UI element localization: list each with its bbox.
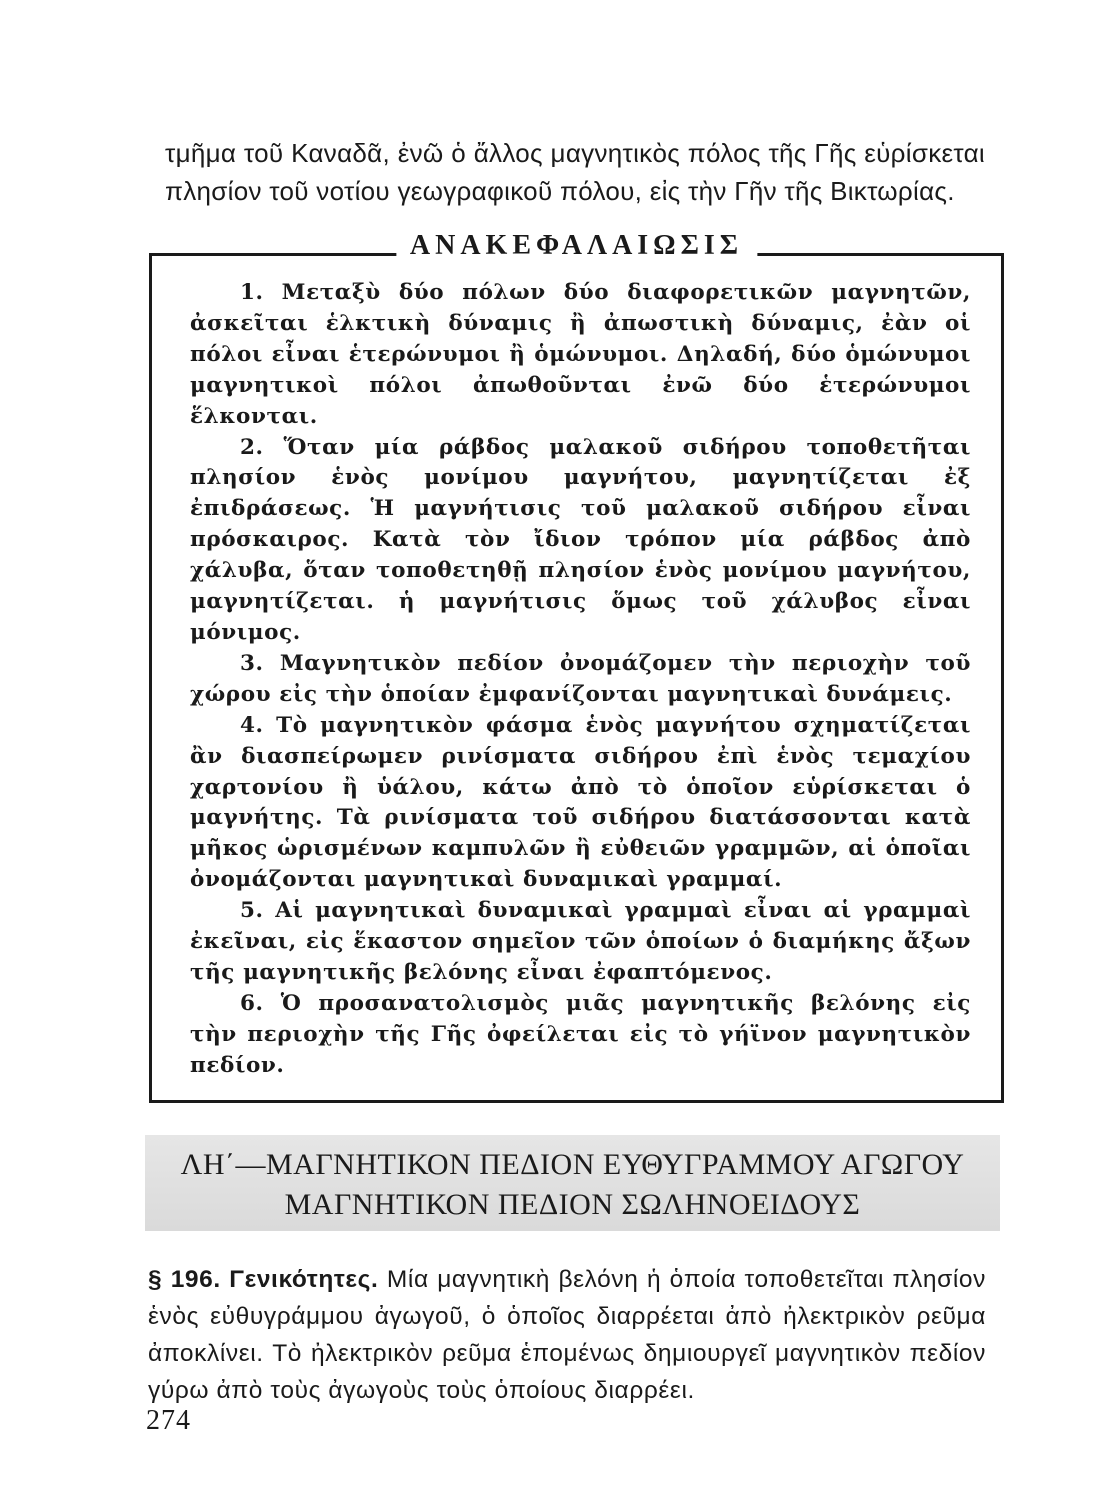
chapter-title-line-1: ΛΗ΄—ΜΑΓΝΗΤΙΚΟΝ ΠΕΔΙΟΝ ΕΥΘΥΓΡΑΜΜΟΥ ΑΓΩΓΟΥ — [180, 1148, 965, 1181]
summary-item-1 — [190, 278, 971, 433]
summary-item-text: Ὅταν μία ράβδος μαλακοῦ σιδήρου τοποθετῆται πλησίον ἑνὸς μονίμου μαγνήτου, μαγνητίζεται ἐξ ἐπιδράσεως. Ἡ μαγνήτισις τοῦ μαλακοῦ σιδήρου εἶναι πρόσκαιρος. Κατὰ τὸν ἴδιον τρόπον μία ράβδος ἀπὸ χάλυβα, ὅταν τοποθετηθῇ πλησίον ἑνὸς μονίμου μαγνήτου, μαγνητίζεται. ἡ μαγνήτισις ὅμως τοῦ χάλυβος εἶναι μόνιμος. — [190, 434, 971, 645]
chapter-title-line-2: ΜΑΓΝΗΤΙΚΟΝ ΠΕΔΙΟΝ ΣΩΛΗΝΟΕΙΔΟΥΣ — [284, 1188, 861, 1221]
summary-item-number: 4. — [240, 712, 264, 738]
summary-item-number: 6. — [240, 990, 264, 1016]
intro-paragraph: τμῆμα τοῦ Καναδᾶ, ἐνῶ ὁ ἄλλος μαγνητικὸς πόλος τῆς Γῆς εὑρίσκεται πλησίον τοῦ νοτίου γεωγραφικοῦ πόλου, εἰς τὴν Γῆν τῆς Βικτωρίας. — [165, 138, 985, 206]
summary-item-text: Τὸ μαγνητικὸν φάσμα ἑνὸς μαγνήτου σχηματίζεται ἂν διασπείρωμεν ρινίσματα σιδήρου ἐπὶ ἑνὸς τεμαχίου χαρτονίου ἢ ὑάλου, κάτω ἀπὸ τὸ ὁποῖον εὑρίσκεται ὁ μαγνήτης. Τὰ ρινίσματα τοῦ σιδήρου διατάσσονται κατὰ μῆκος ὡρισμένων καμπυλῶν ἢ εὐθειῶν γραμμῶν, αἱ ὁποῖαι ὀνομάζονται μαγνητικαὶ δυναμικαὶ γραμμαί. — [190, 712, 971, 893]
chapter-title — [145, 1145, 1000, 1225]
summary-item-2 — [190, 433, 971, 649]
summary-item-number: 1. — [240, 280, 264, 305]
section-body: Μία μαγνητικὴ βελόνη ἡ ὁποία τοποθετεῖται πλησίον ἑνὸς εὐθυγράμμου ἀγωγοῦ, ὁ ὁποῖος διαρρέεται ἀπὸ ἠλεκτρικὸν ρεῦμα ἀποκλίνει. Τὸ ἠλεκτρικὸν ρεῦμα ἑπομένως δημιουργεῖ μαγνητικὸν πεδίον γύρω ἀπὸ τοὺς ἀγωγοὺς τοὺς ὁποίους διαρρέει. — [148, 1265, 986, 1404]
summary-item-4 — [190, 711, 971, 896]
summary-box — [149, 230, 1004, 1103]
section-196 — [148, 1261, 986, 1409]
summary-item-6 — [190, 989, 971, 1082]
summary-item-text: Μαγνητικὸν πεδίον ὀνομάζομεν τὴν περιοχὴν τοῦ χώρου εἰς τὴν ὁποίαν ἐμφανίζονται μαγνητικαὶ δυνάμεις. — [190, 650, 971, 707]
summary-item-text: Μεταξὺ δύο πόλων δύο διαφορετικῶν μαγνητῶν, ἀσκεῖται ἑλκτικὴ δύναμις ἢ ἀπωστικὴ δύναμις, ἐὰν οἱ πόλοι εἶναι ἑτερώνυμοι ἢ ὁμώνυμοι. Δηλαδή, δύο ὁμώνυμοι μαγνητικοὶ πόλοι ἀπωθοῦνται ἐνῶ δύο ἑτερώνυμοι ἕλκονται. — [190, 280, 971, 429]
summary-item-text: Ὁ προσανατολισμὸς μιᾶς μαγνητικῆς βελόνης εἰς τὴν περιοχὴν τῆς Γῆς ὀφείλεται εἰς τὸ γήϊνον μαγνητικὸν πεδίον. — [190, 990, 971, 1078]
summary-item-number: 3. — [240, 650, 264, 676]
section-heading: § 196. Γενικότητες. — [148, 1265, 379, 1293]
page-number: 274 — [146, 1405, 191, 1436]
summary-list — [190, 278, 971, 1082]
summary-item-5 — [190, 896, 971, 989]
summary-item-number: 5. — [240, 898, 264, 924]
summary-item-3 — [190, 649, 971, 711]
summary-item-number: 2. — [240, 434, 264, 460]
summary-item-text: Αἱ μαγνητικαὶ δυναμικαὶ γραμμαὶ εἶναι αἱ γραμμαὶ ἐκεῖναι, εἰς ἕκαστον σημεῖον τῶν ὁποίων ὁ διαμήκης ἄξων τῆς μαγνητικῆς βελόνης εἶναι ἐφαπτόμενος. — [190, 898, 971, 985]
summary-title: ΑΝΑΚΕΦΑΛΑΙΩΣΙΣ — [396, 230, 757, 262]
